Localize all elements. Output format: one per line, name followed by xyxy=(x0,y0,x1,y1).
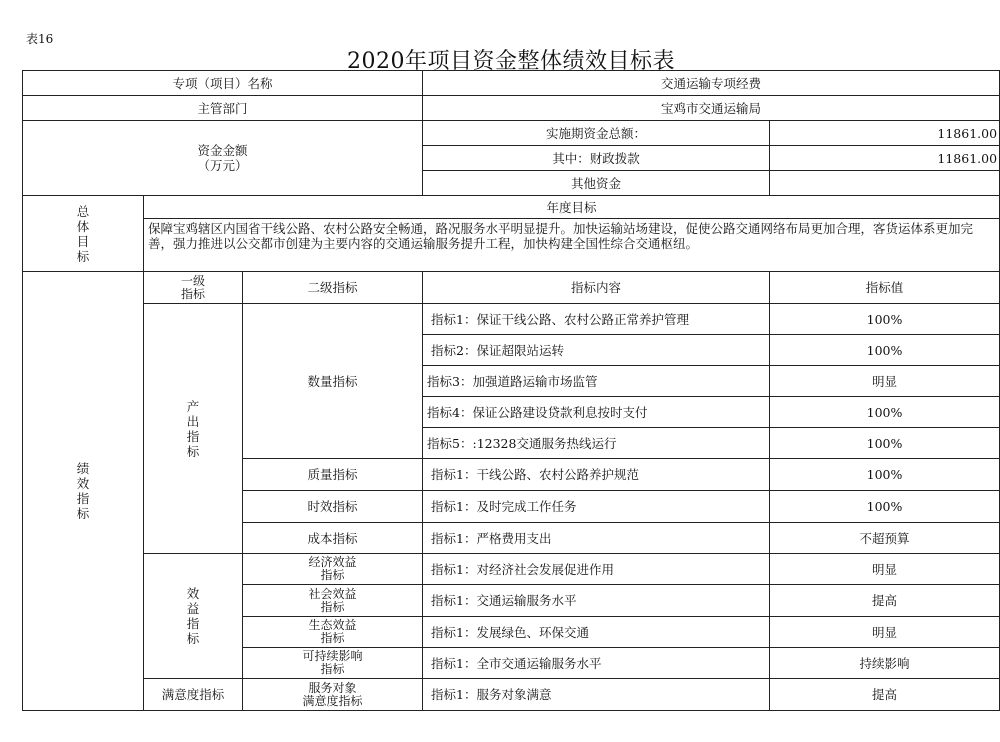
indicator-content: 指标1：发展绿色、环保交通 xyxy=(423,617,770,648)
sustainable-label-line2: 指标 xyxy=(320,662,345,676)
indicator-content: 指标1：干线公路、农村公路养护规范 xyxy=(423,459,770,491)
benefit-char: 标 xyxy=(186,631,200,646)
overall-goal-char: 目 xyxy=(76,233,90,249)
indicator-value: 明显 xyxy=(770,617,1000,648)
ecological-label-line1: 生态效益 xyxy=(308,618,357,632)
funds-total-row xyxy=(23,121,1000,146)
sheet-label: 表16 xyxy=(26,32,54,46)
indicator-value: 明显 xyxy=(770,554,1000,585)
level2-header: 二级指标 xyxy=(243,272,423,304)
performance-char: 标 xyxy=(76,506,90,521)
satisfaction-sub-line1: 服务对象 xyxy=(308,680,357,695)
value-header: 指标值 xyxy=(770,272,1000,304)
social-label-line2: 指标 xyxy=(320,599,345,614)
satisfaction-sub-label xyxy=(243,679,423,711)
table-row xyxy=(23,554,1000,585)
indicator-content: 指标1：交通运输服务水平 xyxy=(423,585,770,617)
performance-char: 绩 xyxy=(76,461,90,476)
cost-indicator-label: 成本指标 xyxy=(243,523,423,554)
output-char: 指 xyxy=(186,428,200,444)
funds-label-line2: （万元） xyxy=(197,158,248,173)
department-label: 主管部门 xyxy=(23,96,423,121)
quantity-indicator-label: 数量指标 xyxy=(243,304,423,459)
benefit-char: 指 xyxy=(186,616,200,631)
indicator-content: 指标1：保证干线公路、农村公路正常养护管理 xyxy=(423,304,770,335)
level1-header xyxy=(144,272,243,304)
department-value: 宝鸡市交通运输局 xyxy=(423,96,1000,121)
indicator-content: 指标1：严格费用支出 xyxy=(423,523,770,554)
economic-indicator-label xyxy=(243,554,423,585)
output-indicator-label xyxy=(144,304,243,554)
year-goal-text-row xyxy=(23,219,1000,272)
funds-label xyxy=(23,121,423,196)
indicator-value: 100% xyxy=(770,304,1000,335)
indicator-value: 100% xyxy=(770,335,1000,366)
timeliness-indicator-label: 时效指标 xyxy=(243,491,423,523)
overall-goal-char: 标 xyxy=(76,248,90,264)
year-goal-label: 年度目标 xyxy=(144,196,1000,219)
sustainable-indicator-label xyxy=(243,648,423,679)
funds-other-value xyxy=(770,171,1000,196)
indicator-value: 提高 xyxy=(770,679,1000,711)
overall-goal-char: 体 xyxy=(76,218,90,234)
indicator-value: 不超预算 xyxy=(770,523,1000,554)
social-indicator-label xyxy=(243,585,423,617)
economic-label-line2: 指标 xyxy=(320,568,345,582)
funds-fiscal-value: 11861.00 xyxy=(770,146,1000,171)
indicator-value: 持续影响 xyxy=(770,648,1000,679)
performance-char: 效 xyxy=(76,476,90,491)
project-value: 交通运输专项经费 xyxy=(423,71,1000,96)
indicator-content: 指标1：及时完成工作任务 xyxy=(423,491,770,523)
satisfaction-sub-line2: 满意度指标 xyxy=(302,693,363,708)
indicator-content: 指标1：全市交通运输服务水平 xyxy=(423,648,770,679)
funds-fiscal-label: 其中：财政拨款 xyxy=(423,146,770,171)
indicator-content: 指标5：:12328交通服务热线运行 xyxy=(423,428,770,459)
output-char: 产 xyxy=(186,398,200,414)
indicator-content: 指标4：保证公路建设贷款利息按时支付 xyxy=(423,397,770,428)
indicator-value: 提高 xyxy=(770,585,1000,617)
indicator-value: 明显 xyxy=(770,366,1000,397)
quality-indicator-label: 质量指标 xyxy=(243,459,423,491)
funds-total-label: 实施期资金总额： xyxy=(423,121,770,146)
indicator-value: 100% xyxy=(770,397,1000,428)
indicator-value: 100% xyxy=(770,491,1000,523)
performance-header-row xyxy=(23,272,1000,304)
project-label: 专项（项目）名称 xyxy=(23,71,423,96)
page-title: 2020年项目资金整体绩效目标表 xyxy=(347,49,675,74)
social-label-line1: 社会效益 xyxy=(308,586,357,601)
ecological-label-line2: 指标 xyxy=(320,631,345,645)
performance-label xyxy=(23,272,144,711)
department-row xyxy=(23,96,1000,121)
output-char: 标 xyxy=(186,443,200,459)
ecological-indicator-label xyxy=(243,617,423,648)
project-row xyxy=(23,71,1000,96)
year-goal-header-row xyxy=(23,196,1000,219)
benefit-indicator-label xyxy=(144,554,243,679)
table-row xyxy=(23,304,1000,335)
indicator-content: 指标3：加强道路运输市场监管 xyxy=(423,366,770,397)
indicator-content: 指标2：保证超限站运转 xyxy=(423,335,770,366)
performance-goal-table xyxy=(22,70,1000,711)
overall-goal-char: 总 xyxy=(76,203,90,219)
satisfaction-indicator-label: 满意度指标 xyxy=(144,679,243,711)
overall-goal-label xyxy=(23,196,144,272)
benefit-char: 益 xyxy=(186,601,200,616)
content-header: 指标内容 xyxy=(423,272,770,304)
performance-char: 指 xyxy=(76,491,90,506)
level1-header-line1: 一级 xyxy=(180,273,205,288)
table-row xyxy=(23,679,1000,711)
funds-other-label: 其他资金 xyxy=(423,171,770,196)
indicator-content: 指标1：对经济社会发展促进作用 xyxy=(423,554,770,585)
year-goal-text: 保障宝鸡辖区内国省干线公路、农村公路安全畅通，路况服务水平明显提升。加快运输站场建设，促使公路交通网络布局更加合理，客货运体系更加完善，强力推进以公交都市创建为主要内容的交通运输服务提升工程，加快构建全国性综合交通枢纽。 xyxy=(144,219,1000,272)
sustainable-label-line1: 可持续影响 xyxy=(302,649,363,663)
benefit-char: 效 xyxy=(186,586,200,601)
economic-label-line1: 经济效益 xyxy=(308,555,357,569)
funds-total-value: 11861.00 xyxy=(770,121,1000,146)
output-char: 出 xyxy=(186,413,200,429)
level1-header-line2: 指标 xyxy=(180,286,205,301)
indicator-value: 100% xyxy=(770,459,1000,491)
indicator-content: 指标1：服务对象满意 xyxy=(423,679,770,711)
funds-label-line1: 资金金额 xyxy=(197,143,248,158)
indicator-value: 100% xyxy=(770,428,1000,459)
